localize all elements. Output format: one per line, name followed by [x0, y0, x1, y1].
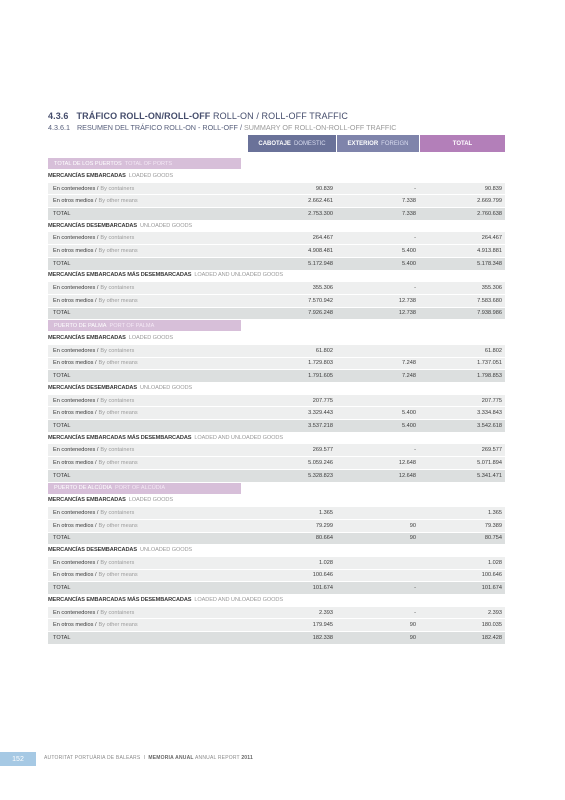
- cell-total: 80.754: [419, 533, 505, 545]
- table-row: [48, 357, 505, 370]
- row-label-en: By other means: [98, 459, 138, 466]
- row-label-en: By containers: [100, 235, 135, 242]
- cell-exterior: 5.400: [336, 420, 419, 432]
- cell-cabotaje: 7.570.942: [248, 295, 336, 307]
- table-row: [48, 231, 505, 244]
- row-label: [48, 345, 248, 357]
- row-label-es: En otros medios /: [53, 410, 97, 417]
- cell-total: 1.737.051: [419, 358, 505, 370]
- total-row: [48, 581, 505, 594]
- cell-exterior: -: [336, 183, 419, 195]
- roro-traffic-table: [48, 157, 505, 644]
- cell-exterior: 5.400: [336, 258, 419, 270]
- category-heading: [48, 170, 505, 182]
- row-label-en: By other means: [98, 410, 138, 417]
- table-row: [48, 618, 505, 631]
- cell-exterior: [336, 345, 419, 357]
- cell-exterior: [336, 557, 419, 569]
- category-es: MERCANCÍAS EMBARCADAS: [48, 172, 126, 179]
- row-label: [48, 420, 248, 432]
- cell-total: 90.839: [419, 183, 505, 195]
- row-label: [48, 607, 248, 619]
- row-label: [48, 195, 248, 207]
- category-heading: [48, 432, 505, 444]
- row-label-es: TOTAL: [53, 260, 71, 267]
- cell-exterior: 7.338: [336, 208, 419, 220]
- cell-exterior: 7.248: [336, 370, 419, 382]
- heading-subtitle: [48, 123, 397, 132]
- row-label-es: En otros medios /: [53, 360, 97, 367]
- page-number: 152: [0, 752, 36, 766]
- category-heading: [48, 220, 505, 232]
- row-label-es: En contenedores /: [53, 347, 99, 354]
- cell-cabotaje: 100.646: [248, 570, 336, 582]
- cell-cabotaje: 269.577: [248, 444, 336, 456]
- section-band-en: PORT OF ALCÚDIA: [114, 485, 166, 491]
- category-es: MERCANCÍAS EMBARCADAS MÁS DESEMBARCADAS: [48, 596, 192, 603]
- column-header-exterior-label: EXTERIOR: [347, 140, 379, 147]
- table-row: [48, 556, 505, 569]
- cell-total: 61.802: [419, 345, 505, 357]
- row-label-es: En contenedores /: [53, 559, 99, 566]
- cell-cabotaje: 90.839: [248, 183, 336, 195]
- subheading-es: RESUMEN DEL TRÁFICO ROLL-ON - ROLL-OFF: [76, 123, 238, 132]
- cell-exterior: -: [336, 444, 419, 456]
- cell-exterior: [336, 570, 419, 582]
- cell-cabotaje: 1.028: [248, 557, 336, 569]
- category-en: UNLOADED GOODS: [139, 547, 193, 554]
- cell-exterior: 90: [336, 619, 419, 631]
- table-row: [48, 443, 505, 456]
- category-es: MERCANCÍAS EMBARCADAS: [48, 335, 126, 342]
- section-band-es: PUERTO DE PALMA: [54, 322, 107, 329]
- category-en: LOADED GOODS: [128, 172, 173, 179]
- section-band-es: TOTAL DE LOS PUERTOS: [54, 160, 122, 167]
- footer-report-es: MEMORIA ANUAL: [148, 755, 194, 761]
- cell-total: 182.428: [419, 632, 505, 644]
- total-row: [48, 207, 505, 220]
- category-heading: [48, 594, 505, 606]
- heading-title: [48, 111, 397, 121]
- total-row: [48, 369, 505, 382]
- cell-cabotaje: 61.802: [248, 345, 336, 357]
- cell-total: 269.577: [419, 444, 505, 456]
- cell-total: 5.178.348: [419, 258, 505, 270]
- category-es: MERCANCÍAS DESEMBARCADAS: [48, 384, 137, 391]
- footer-year: 2011: [241, 755, 253, 761]
- cell-exterior: -: [336, 282, 419, 294]
- total-row: [48, 257, 505, 270]
- table-row: [48, 281, 505, 294]
- footer-text: [44, 755, 253, 761]
- row-label-en: By containers: [100, 559, 135, 566]
- category-heading: [48, 544, 505, 556]
- cell-total: 1.798.853: [419, 370, 505, 382]
- row-label-en: By other means: [98, 572, 138, 579]
- row-label-es: En otros medios /: [53, 522, 97, 529]
- category-en: LOADED AND UNLOADED GOODS: [194, 596, 283, 603]
- category-en: LOADED AND UNLOADED GOODS: [194, 272, 283, 279]
- cell-cabotaje: 4.908.481: [248, 245, 336, 257]
- row-label-en: By containers: [100, 609, 135, 616]
- cell-cabotaje: 101.674: [248, 582, 336, 594]
- cell-total: 1.365: [419, 507, 505, 519]
- row-label-en: By other means: [98, 522, 138, 529]
- row-label-es: TOTAL: [53, 373, 71, 380]
- heading-title-en: ROLL-ON / ROLL-OFF TRAFFIC: [213, 111, 348, 121]
- row-label: [48, 358, 248, 370]
- cell-exterior: [336, 395, 419, 407]
- section-heading: [48, 111, 397, 132]
- section-band-en: TOTAL OF PORTS: [124, 160, 173, 167]
- category-heading: [48, 270, 505, 282]
- row-label-en: By other means: [98, 622, 138, 629]
- cell-total: 5.341.471: [419, 470, 505, 482]
- category-es: MERCANCÍAS EMBARCADAS MÁS DESEMBARCADAS: [48, 272, 192, 279]
- table-row: [48, 606, 505, 619]
- row-label-es: En otros medios /: [53, 247, 97, 254]
- row-label-es: TOTAL: [53, 634, 71, 641]
- category-es: MERCANCÍAS DESEMBARCADAS: [48, 222, 137, 229]
- section-band-en: PORT OF PALMA: [109, 322, 155, 329]
- column-header-cabotaje: [248, 135, 336, 152]
- cell-exterior: [336, 507, 419, 519]
- cell-cabotaje: 2.753.300: [248, 208, 336, 220]
- heading-title-es: TRÁFICO ROLL-ON/ROLL-OFF: [76, 111, 211, 121]
- table-row: [48, 569, 505, 582]
- row-label-es: En contenedores /: [53, 235, 99, 242]
- cell-exterior: 90: [336, 533, 419, 545]
- row-label: [48, 282, 248, 294]
- row-label-es: En otros medios /: [53, 459, 97, 466]
- cell-exterior: 7.248: [336, 358, 419, 370]
- cell-total: 264.467: [419, 232, 505, 244]
- cell-total: 79.389: [419, 520, 505, 532]
- column-header-total-label: TOTAL: [452, 140, 473, 147]
- cell-cabotaje: 1.729.803: [248, 358, 336, 370]
- row-label-es: TOTAL: [53, 310, 71, 317]
- column-header-cabotaje-en: DOMESTIC: [293, 140, 326, 147]
- table-row: [48, 456, 505, 469]
- row-label-en: By other means: [98, 297, 138, 304]
- row-label: [48, 470, 248, 482]
- footer-org: AUTORITAT PORTUÀRIA DE BALEARS: [44, 755, 141, 761]
- row-label: [48, 619, 248, 631]
- section-band: [48, 158, 241, 169]
- total-row: [48, 307, 505, 320]
- row-label: [48, 520, 248, 532]
- cell-cabotaje: 5.172.948: [248, 258, 336, 270]
- row-label-es: En otros medios /: [53, 572, 97, 579]
- cell-total: 5.071.894: [419, 457, 505, 469]
- cell-cabotaje: 182.338: [248, 632, 336, 644]
- row-label-es: TOTAL: [53, 535, 71, 542]
- row-label-en: By containers: [100, 185, 135, 192]
- cell-total: 355.306: [419, 282, 505, 294]
- total-row: [48, 469, 505, 482]
- row-label-es: En contenedores /: [53, 447, 99, 454]
- cell-total: 7.583.680: [419, 295, 505, 307]
- category-en: LOADED GOODS: [128, 497, 173, 504]
- row-label: [48, 570, 248, 582]
- row-label-en: By containers: [100, 285, 135, 292]
- cell-total: 7.938.986: [419, 308, 505, 320]
- cell-cabotaje: 1.365: [248, 507, 336, 519]
- row-label: [48, 395, 248, 407]
- row-label-es: En contenedores /: [53, 397, 99, 404]
- cell-exterior: 12.738: [336, 308, 419, 320]
- cell-total: 207.775: [419, 395, 505, 407]
- row-label: [48, 208, 248, 220]
- cell-cabotaje: 5.328.823: [248, 470, 336, 482]
- row-label-es: En contenedores /: [53, 510, 99, 517]
- cell-cabotaje: 179.945: [248, 619, 336, 631]
- row-label: [48, 407, 248, 419]
- category-en: LOADED GOODS: [128, 335, 173, 342]
- row-label: [48, 582, 248, 594]
- row-label: [48, 557, 248, 569]
- cell-exterior: 5.400: [336, 245, 419, 257]
- subheading-slash: /: [239, 123, 242, 132]
- cell-total: 3.334.843: [419, 407, 505, 419]
- table-row: [48, 182, 505, 195]
- row-label: [48, 632, 248, 644]
- cell-cabotaje: 80.664: [248, 533, 336, 545]
- category-heading: [48, 495, 505, 507]
- heading-number: 4.3.6: [48, 111, 69, 121]
- cell-total: 2.760.638: [419, 208, 505, 220]
- cell-exterior: 12.648: [336, 457, 419, 469]
- row-label: [48, 258, 248, 270]
- row-label-en: By other means: [98, 247, 138, 254]
- total-row: [48, 419, 505, 432]
- row-label-es: TOTAL: [53, 585, 71, 592]
- table-row: [48, 394, 505, 407]
- category-heading: [48, 382, 505, 394]
- table-row: [48, 519, 505, 532]
- category-es: MERCANCÍAS EMBARCADAS: [48, 497, 126, 504]
- cell-cabotaje: 264.467: [248, 232, 336, 244]
- table-row: [48, 506, 505, 519]
- subheading-number: 4.3.6.1: [48, 123, 70, 132]
- row-label-en: By containers: [100, 510, 135, 517]
- row-label: [48, 533, 248, 545]
- cell-total: 3.542.618: [419, 420, 505, 432]
- row-label: [48, 457, 248, 469]
- row-label-es: En otros medios /: [53, 198, 97, 205]
- total-row: [48, 631, 505, 644]
- row-label-es: En otros medios /: [53, 297, 97, 304]
- column-header-cabotaje-label: CABOTAJE: [258, 140, 291, 147]
- cell-cabotaje: 2.393: [248, 607, 336, 619]
- cell-exterior: 5.400: [336, 407, 419, 419]
- row-label: [48, 308, 248, 320]
- cell-cabotaje: 79.299: [248, 520, 336, 532]
- category-en: UNLOADED GOODS: [139, 222, 193, 229]
- row-label: [48, 245, 248, 257]
- table-row: [48, 294, 505, 307]
- table-row: [48, 194, 505, 207]
- row-label: [48, 295, 248, 307]
- row-label-en: By other means: [98, 198, 138, 205]
- column-header-total: [420, 135, 505, 152]
- footer-report-en: ANNUAL REPORT: [194, 755, 240, 761]
- table-row: [48, 406, 505, 419]
- subheading-en: SUMMARY OF ROLL-ON-ROLL-OFF TRAFFIC: [243, 123, 397, 132]
- page-footer: [0, 752, 565, 766]
- row-label-es: En contenedores /: [53, 285, 99, 292]
- row-label-en: By other means: [98, 360, 138, 367]
- row-label-es: En otros medios /: [53, 622, 97, 629]
- section-band: [48, 483, 241, 494]
- cell-cabotaje: 7.926.248: [248, 308, 336, 320]
- table-row: [48, 244, 505, 257]
- cell-exterior: 7.338: [336, 195, 419, 207]
- section-band: [48, 320, 241, 331]
- row-label: [48, 370, 248, 382]
- section-band-es: PUERTO DE ALCÚDIA: [54, 485, 112, 491]
- category-en: LOADED AND UNLOADED GOODS: [194, 434, 283, 441]
- cell-total: 4.913.881: [419, 245, 505, 257]
- category-es: MERCANCÍAS DESEMBARCADAS: [48, 547, 137, 554]
- column-header-exterior-en: FOREIGN: [381, 140, 409, 147]
- row-label: [48, 444, 248, 456]
- row-label-es: En contenedores /: [53, 609, 99, 616]
- category-es: MERCANCÍAS EMBARCADAS MÁS DESEMBARCADAS: [48, 434, 192, 441]
- row-label: [48, 183, 248, 195]
- cell-cabotaje: 2.662.461: [248, 195, 336, 207]
- cell-total: 101.674: [419, 582, 505, 594]
- category-en: UNLOADED GOODS: [139, 384, 193, 391]
- cell-total: 2.393: [419, 607, 505, 619]
- row-label-es: TOTAL: [53, 422, 71, 429]
- row-label-es: En contenedores /: [53, 185, 99, 192]
- total-row: [48, 532, 505, 545]
- cell-total: 180.035: [419, 619, 505, 631]
- cell-total: 2.669.799: [419, 195, 505, 207]
- cell-cabotaje: 5.059.246: [248, 457, 336, 469]
- category-heading: [48, 332, 505, 344]
- cell-exterior: 90: [336, 632, 419, 644]
- row-label-en: By containers: [100, 397, 135, 404]
- cell-cabotaje: 355.306: [248, 282, 336, 294]
- row-label-en: By containers: [100, 347, 135, 354]
- cell-exterior: -: [336, 582, 419, 594]
- row-label-en: By containers: [100, 447, 135, 454]
- table-row: [48, 344, 505, 357]
- cell-cabotaje: 3.329.443: [248, 407, 336, 419]
- cell-cabotaje: 207.775: [248, 395, 336, 407]
- row-label: [48, 232, 248, 244]
- row-label-es: TOTAL: [53, 472, 71, 479]
- cell-cabotaje: 1.791.605: [248, 370, 336, 382]
- cell-total: 1.028: [419, 557, 505, 569]
- cell-exterior: 12.648: [336, 470, 419, 482]
- cell-exterior: -: [336, 232, 419, 244]
- cell-exterior: 90: [336, 520, 419, 532]
- column-header-exterior: [337, 135, 419, 152]
- cell-total: 100.646: [419, 570, 505, 582]
- cell-exterior: -: [336, 607, 419, 619]
- row-label-es: TOTAL: [53, 210, 71, 217]
- row-label: [48, 507, 248, 519]
- footer-separator: I: [143, 755, 146, 761]
- cell-cabotaje: 3.537.218: [248, 420, 336, 432]
- cell-exterior: 12.738: [336, 295, 419, 307]
